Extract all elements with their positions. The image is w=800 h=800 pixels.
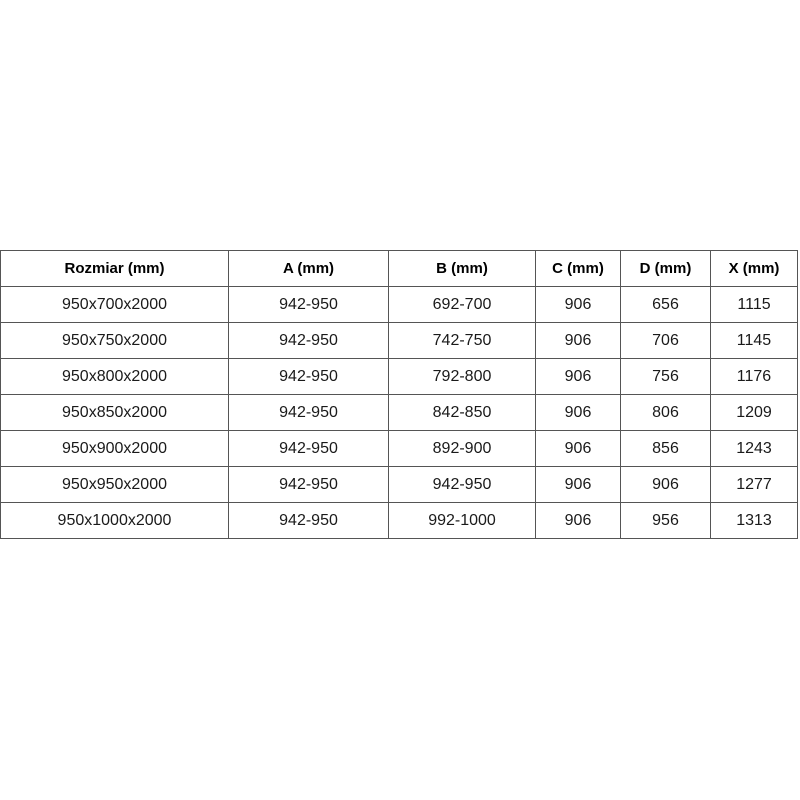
cell-a: 942-950 bbox=[229, 323, 389, 359]
cell-x: 1145 bbox=[711, 323, 798, 359]
cell-c: 906 bbox=[536, 467, 621, 503]
cell-rozmiar: 950x800x2000 bbox=[1, 359, 229, 395]
table-row bbox=[1, 323, 798, 359]
cell-x: 1313 bbox=[711, 503, 798, 539]
cell-c: 906 bbox=[536, 287, 621, 323]
table-row bbox=[1, 467, 798, 503]
cell-c: 906 bbox=[536, 359, 621, 395]
cell-rozmiar: 950x950x2000 bbox=[1, 467, 229, 503]
cell-rozmiar: 950x1000x2000 bbox=[1, 503, 229, 539]
cell-c: 906 bbox=[536, 431, 621, 467]
cell-a: 942-950 bbox=[229, 431, 389, 467]
cell-a: 942-950 bbox=[229, 467, 389, 503]
cell-x: 1115 bbox=[711, 287, 798, 323]
cell-b: 792-800 bbox=[389, 359, 536, 395]
cell-b: 942-950 bbox=[389, 467, 536, 503]
cell-b: 842-850 bbox=[389, 395, 536, 431]
column-header-d: D (mm) bbox=[621, 251, 711, 287]
cell-d: 706 bbox=[621, 323, 711, 359]
cell-rozmiar: 950x750x2000 bbox=[1, 323, 229, 359]
table-row bbox=[1, 287, 798, 323]
cell-x: 1277 bbox=[711, 467, 798, 503]
cell-d: 906 bbox=[621, 467, 711, 503]
cell-a: 942-950 bbox=[229, 359, 389, 395]
cell-d: 756 bbox=[621, 359, 711, 395]
cell-b: 892-900 bbox=[389, 431, 536, 467]
cell-b: 692-700 bbox=[389, 287, 536, 323]
cell-b: 742-750 bbox=[389, 323, 536, 359]
cell-d: 856 bbox=[621, 431, 711, 467]
column-header-b: B (mm) bbox=[389, 251, 536, 287]
cell-x: 1209 bbox=[711, 395, 798, 431]
column-header-x: X (mm) bbox=[711, 251, 798, 287]
table-row bbox=[1, 395, 798, 431]
cell-a: 942-950 bbox=[229, 503, 389, 539]
cell-c: 906 bbox=[536, 395, 621, 431]
dimensions-spec-table bbox=[0, 250, 798, 539]
table-row bbox=[1, 503, 798, 539]
cell-a: 942-950 bbox=[229, 395, 389, 431]
cell-x: 1243 bbox=[711, 431, 798, 467]
column-header-rozmiar: Rozmiar (mm) bbox=[1, 251, 229, 287]
cell-c: 906 bbox=[536, 503, 621, 539]
cell-d: 956 bbox=[621, 503, 711, 539]
cell-rozmiar: 950x850x2000 bbox=[1, 395, 229, 431]
table-row bbox=[1, 359, 798, 395]
cell-d: 806 bbox=[621, 395, 711, 431]
cell-x: 1176 bbox=[711, 359, 798, 395]
cell-d: 656 bbox=[621, 287, 711, 323]
column-header-c: C (mm) bbox=[536, 251, 621, 287]
column-header-a: A (mm) bbox=[229, 251, 389, 287]
cell-c: 906 bbox=[536, 323, 621, 359]
table-row bbox=[1, 431, 798, 467]
cell-rozmiar: 950x900x2000 bbox=[1, 431, 229, 467]
table-header-row bbox=[1, 251, 798, 287]
cell-b: 992-1000 bbox=[389, 503, 536, 539]
cell-a: 942-950 bbox=[229, 287, 389, 323]
cell-rozmiar: 950x700x2000 bbox=[1, 287, 229, 323]
